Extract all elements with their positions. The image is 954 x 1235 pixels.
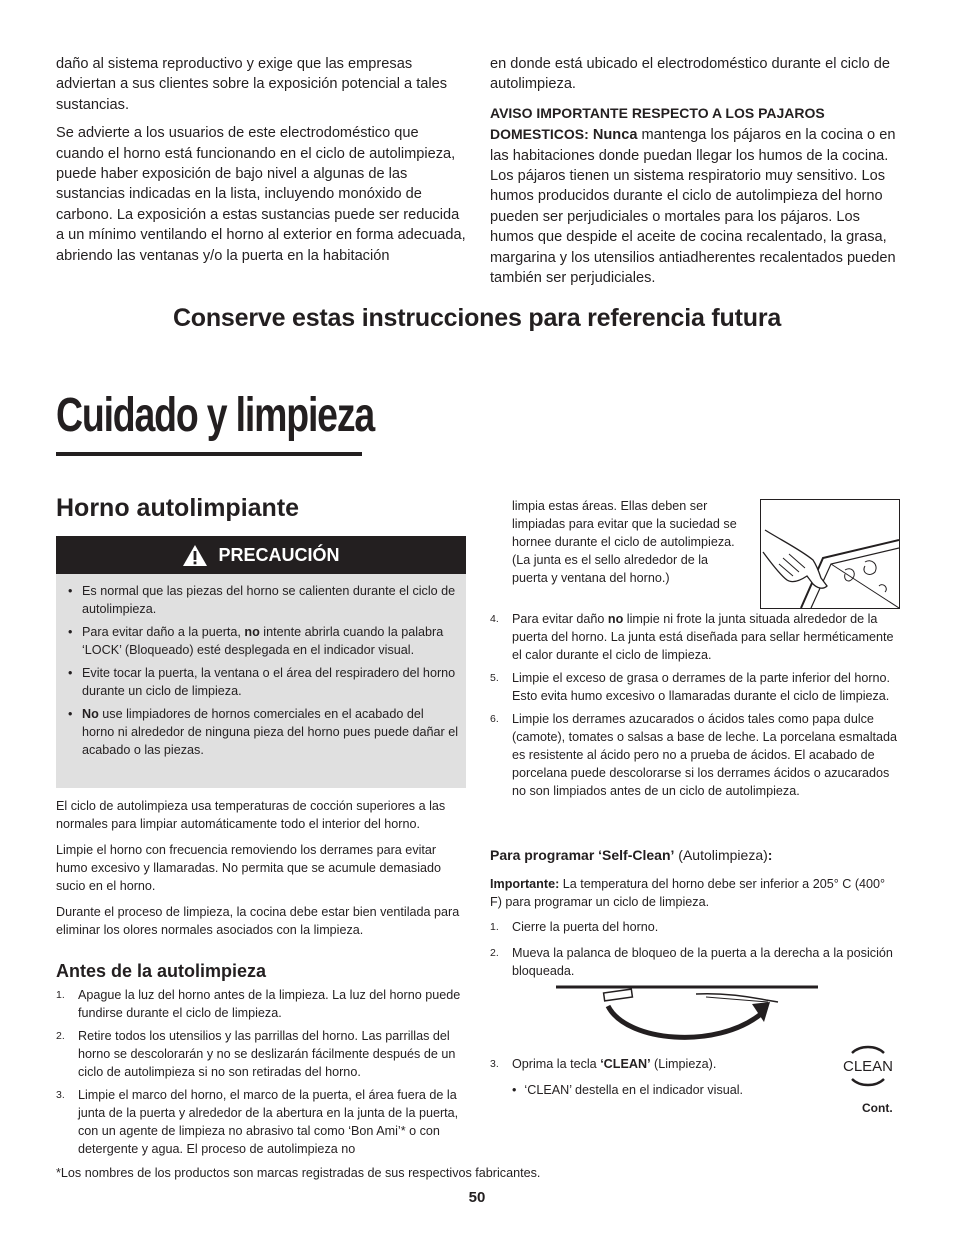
caution-item: • No use limpiadores de hornos comerciales en el acabado del horno ni alrededor de ninguna pieza del horno pues puede dañar el acabado o las piezas. [56,705,466,759]
title-underline [56,452,362,456]
list-item: 4. Para evitar daño no limpie ni frote la junta situada alrededor de la puerta del horno. La junta está diseñada para sellar herméticamente el calor durante el ciclo de limpieza. [490,612,894,662]
paragraph: en donde está ubicado el electrodoméstico durante el ciclo de autolimpieza. [490,56,890,93]
footnote: *Los nombres de los productos son marcas registradas de sus respectivos fabricantes. [56,1166,541,1180]
list-item: 1. Cierre la puerta del horno. [490,920,659,934]
right-steps [490,610,900,805]
subsection-title: Antes de la autolimpieza [56,961,267,981]
bird-warning-text: mantenga los pájaros en la cocina o en las habitaciones donde puedan llegar los humos de la cocina. Los pájaros tienen un sistema respiratorio muy sensitivo. Los humos producidos durante el ciclo de autolimpieza del horno pueden ser perjudiciales o mortales para los pájaros. Los humos que despide el aceite de cocina recalentado, la grasa, margarina y los utensilios antiadherentes recalentados pueden también ser perjudiciales. [490,127,896,287]
warning-icon [182,544,208,567]
caution-item: • Evite tocar la puerta, la ventana o el área del respiradero del horno durante un ciclo de limpieza. [56,664,466,700]
paragraph: Durante el proceso de limpieza, la cocina debe estar bien ventilada para eliminar los olores normales asociados con la limpieza. [56,905,460,937]
door-lock-lever-diagram [556,984,818,1046]
paragraph: Se advierte a los usuarios de este electrodoméstico que cuando el horno está funcionando en el ciclo de autolimpieza, puede haber exposición de bajo nivel a algunas de las sustancias indicadas en la lista, incluyendo monóxido de carbono. La exposición a estas sustancias puede ser reducida a un mínimo ventilando el horno al exterior en forma adecuada, abriendo las ventanas y/o la puerta en la habitación [56,125,466,264]
paragraph: Limpie el horno con frecuencia removiendo los derrames para evitar humo excesivo y llamaradas. No permita que se acumule demasiado sucio en el horno. [56,843,442,893]
paragraph: daño al sistema reproductivo y exige que las empresas adviertan a sus clientes sobre la exposición potencial a tales sustancias. [56,56,448,113]
page-title: Cuidado y limpieza [56,389,375,442]
list-item: 3. Limpie el marco del horno, el marco de la puerta, el área fuera de la junta de la puerta y alrededor de la abertura en la junta de la puerta, con un agente de limpieza no abrasivo tal como ‘Bon Ami’* o con detergente y agua. El proceso de autolimpieza no [56,1088,459,1156]
list-item: 2. Mueva la palanca de bloqueo de la puerta a la derecha a la posición bloqueada. [490,946,893,978]
caution-header [56,536,466,574]
bird-warning-nunca: Nunca [592,127,638,144]
caution-box [56,536,466,788]
intro-paragraphs [56,797,468,939]
caution-label: PRECAUCIÓN [218,544,340,565]
gasket-cleaning-illustration [760,499,900,609]
caution-list [56,582,466,764]
continued-label: Cont. [862,1101,893,1115]
top-right-text [490,54,900,288]
program-steps [490,918,900,985]
bird-warning [490,103,900,289]
important-note: Importante: La temperatura del horno debe ser inferior a 205° C (400° F) para programar un ciclo de limpieza. [490,877,886,909]
list-item: 2. Retire todos los utensilios y las parrillas del horno. Las parrillas del horno se descolorarán y no se deslizarán fácilmente después de un ciclo de autolimpieza si no son retiradas del horno. [56,1029,456,1079]
paragraph: El ciclo de autolimpieza usa temperaturas de cocción superiores a las normales para limpiar automáticamente todo el interior del horno. [56,799,446,831]
list-item: 5. Limpie el exceso de grasa o derrames de la parte inferior del horno. Esto evita humo excesivo o llamaradas durante el ciclo de limpieza. [490,671,891,703]
antes-steps [56,986,466,1163]
section-title: Horno autolimpiante [56,494,300,522]
caution-item: • Para evitar daño a la puerta, no intente abrirla cuando la palabra ‘LOCK’ (Bloqueado) esté desplegada en el indicador visual. [56,623,466,659]
conserve-heading: Conserve estas instrucciones para referencia futura [172,304,782,332]
list-item: 1. Apague la luz del horno antes de la limpieza. La luz del horno puede fundirse durante el ciclo de limpieza. [56,988,461,1020]
bird-warning-title: AVISO IMPORTANTE RESPECTO A LOS PAJAROS DOMESTICOS: [490,104,825,143]
program-step-3-sub: • ‘CLEAN’ destella en el indicador visual. [512,1083,744,1097]
top-left-text [56,54,466,266]
program-step-3 [490,1055,810,1078]
clean-key-icon [838,1043,898,1089]
caution-item: • Es normal que las piezas del horno se calienten durante el ciclo de autolimpieza. [56,582,466,618]
page-number: 50 [468,1189,486,1206]
list-item: 3. Oprima la tecla ‘CLEAN’ (Limpieza). [490,1057,717,1071]
program-heading: Para programar ‘Self-Clean’ (Autolimpieza): [490,847,773,863]
step3-continued: limpia estas áreas. Ellas deben ser limpiadas para evitar que la suciedad se hornee durante el ciclo de autolimpieza. (La junta es el sello alrededor de la puerta y ventana del horno.) [512,499,737,585]
list-item: 6. Limpie los derrames azucarados o ácidos tales como papa dulce (camote), tomates o salsas a base de leche. La porcelana esmaltada es resistente al ácido pero no a prueba de ácidos. El acabado de porcelana puede descolorarse si los derrames ácidos o azucarados no son limpiados antes de un ciclo de autolimpieza. [490,712,898,798]
svg-text:CLEAN: CLEAN [842,1058,894,1075]
